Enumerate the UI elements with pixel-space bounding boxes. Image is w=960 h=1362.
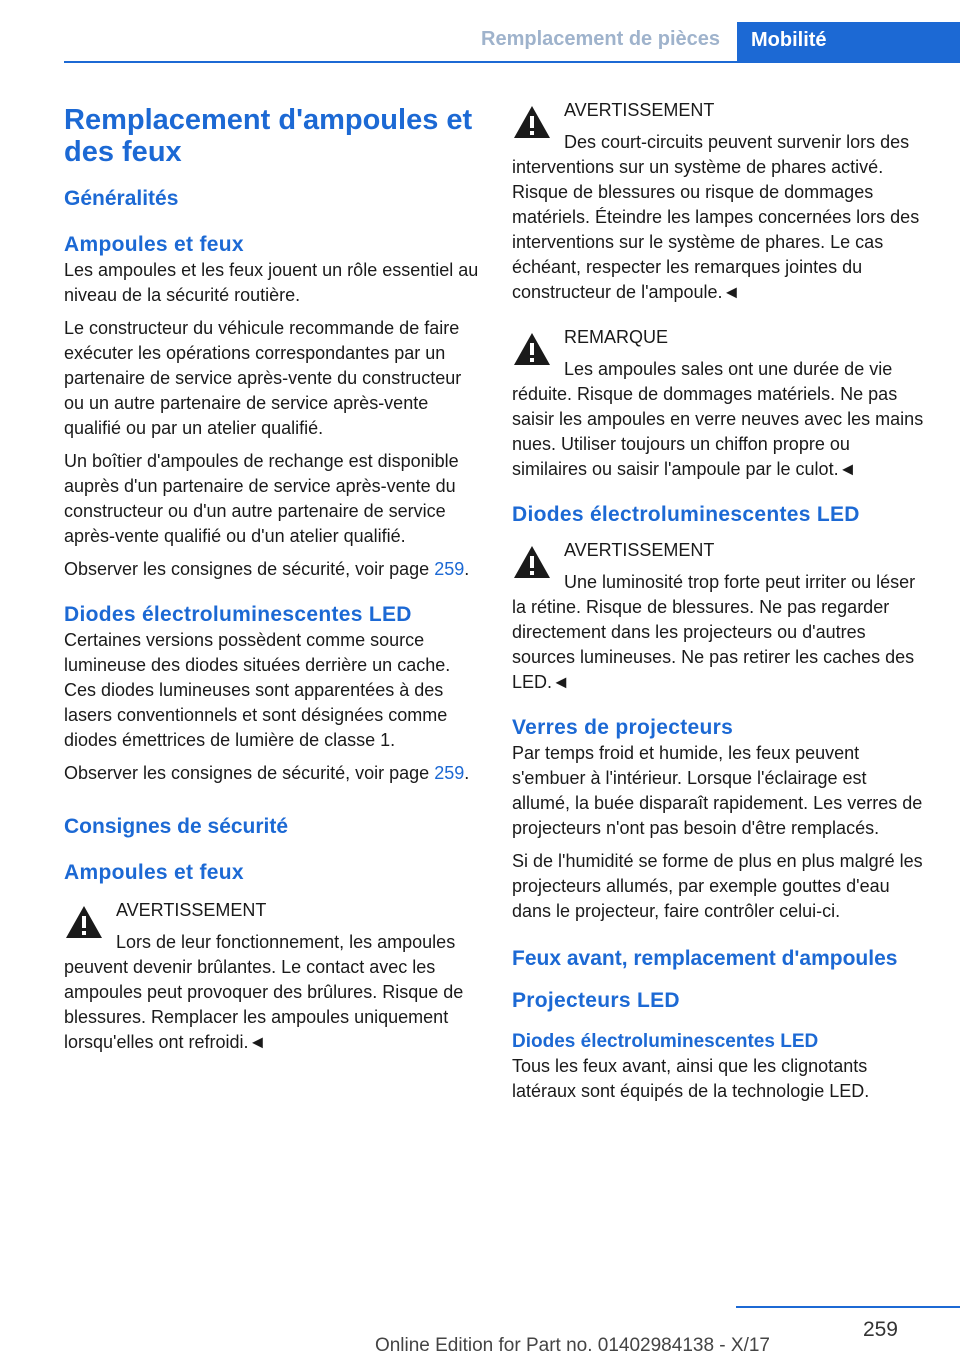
- paragraph: Les ampoules et les feux jouent un rôle essentiel au niveau de la sécurité routière.: [64, 260, 479, 305]
- paragraph-text: Observer les consignes de sécurité, voir page: [64, 559, 435, 579]
- header-chapter-tab[interactable]: Mobilité: [737, 22, 960, 62]
- paragraph-end: .: [464, 559, 470, 579]
- notice-title: REMARQUE: [564, 327, 669, 347]
- paragraph: Par temps froid et humide, les feux peuvent s'embuer à l'intérieur. Lorsque l'éclairage est allumé, la buée disparaît rapidement. Les verres de projecteurs n'ont pas besoin d'être remplacés.: [512, 743, 923, 838]
- heading-led: Diodes électroluminescentes LED: [512, 503, 860, 526]
- heading-generalites: Généralités: [64, 187, 179, 210]
- notice-block: [512, 325, 928, 482]
- paragraph: Tous les feux avant, ainsi que les clignotants latéraux sont équipés de la technologie LED.: [512, 1056, 870, 1101]
- heading-feux-avant: Feux avant, remplacement d'ampoules: [512, 947, 898, 970]
- paragraph-with-link: [64, 761, 480, 786]
- warning-block: [64, 898, 480, 1055]
- heading-verres: Verres de projecteurs: [512, 716, 734, 739]
- heading-ampoules-feux: Ampoules et feux: [64, 861, 244, 884]
- page-header: [0, 0, 960, 62]
- paragraph: Un boîtier d'ampoules de rechange est disponible auprès d'un partenaire de service après-vente du constructeur ou d'un autre partenaire de service après-vente qualifié ou d'un atelier qualifié.: [64, 451, 459, 546]
- page-number: 259: [862, 1318, 898, 1341]
- paragraph: Si de l'humidité se forme de plus en plus malgré les projecteurs allumés, par exemple gouttes d'eau dans le projecteur, faire contrôler celui-ci.: [512, 851, 923, 921]
- warning-title: AVERTISSEMENT: [116, 900, 267, 920]
- header-section-title: Remplacement de pièces: [481, 28, 720, 50]
- heading-diodes-led: Diodes électroluminescentes LED: [512, 1031, 819, 1052]
- footer-rule: [736, 1306, 960, 1308]
- warning-block: [512, 98, 928, 305]
- warning-text: Des court-circuits peuvent survenir lors des interventions sur un système de phares activé. Risque de blessures ou risque de dommages matériels. Éteindre les lampes concernées lors des interventions sur le système de phares. Le cas échéant, respecter les remarques jointes du constructeur de l'ampoule.◄: [512, 132, 920, 302]
- warning-block: [512, 538, 928, 695]
- warning-title: AVERTISSEMENT: [564, 540, 715, 560]
- warning-triangle-icon: [512, 544, 552, 580]
- notice-text: Les ampoules sales ont une durée de vie réduite. Risque de dommages matériels. Ne pas saisir les ampoules en verre neuves avec les mains nues. Utiliser toujours un chiffon propre ou similaires ou saisir l'ampoule par le culot.◄: [512, 359, 924, 479]
- edition-note: Online Edition for Part no. 01402984138 - X/17: [374, 1335, 770, 1356]
- warning-text: Une luminosité trop forte peut irriter ou léser la rétine. Risque de blessures. Ne pas regarder directement dans les projecteurs ou d'autres sources lumineuses. Ne pas retirer les caches des LED.◄: [512, 572, 916, 692]
- heading-consignes: Consignes de sécurité: [64, 815, 289, 838]
- warning-text: Lors de leur fonctionnement, les ampoules peuvent devenir brûlantes. Le contact avec les ampoules peut provoquer des brûlures. Risque de blessures. Remplacer les ampoules uniquement lorsqu'elles ont refroidi.◄: [64, 932, 464, 1052]
- heading-led: Diodes électroluminescentes LED: [64, 603, 412, 626]
- paragraph-text: Observer les consignes de sécurité, voir page: [64, 763, 435, 783]
- warning-triangle-icon: [512, 331, 552, 367]
- warning-triangle-icon: [64, 904, 104, 940]
- paragraph-with-link: [64, 557, 480, 582]
- page-title: Remplacement d'ampoules et des feux: [64, 104, 473, 168]
- right-column: [512, 98, 928, 1112]
- paragraph-end: .: [464, 763, 470, 783]
- warning-triangle-icon: [512, 104, 552, 140]
- page-link[interactable]: 259: [434, 559, 465, 579]
- header-rule: [64, 61, 960, 63]
- page-link[interactable]: 259: [434, 763, 465, 783]
- heading-ampoules-feux: Ampoules et feux: [64, 233, 244, 256]
- left-column: [64, 98, 480, 1065]
- heading-projecteurs-led: Projecteurs LED: [512, 989, 680, 1012]
- warning-title: AVERTISSEMENT: [564, 100, 715, 120]
- paragraph: Certaines versions possèdent comme source lumineuse des diodes situées derrière un cache. Ces diodes lumineuses sont apparentées à des lasers conventionnels et sont désignées comme diodes émettrices de lumière de classe 1.: [64, 630, 451, 750]
- paragraph: Le constructeur du véhicule recommande de faire exécuter les opérations correspondantes par un partenaire de service après-vente du constructeur ou un autre partenaire de service après-vente qualifié ou par un atelier qualifié.: [64, 318, 462, 438]
